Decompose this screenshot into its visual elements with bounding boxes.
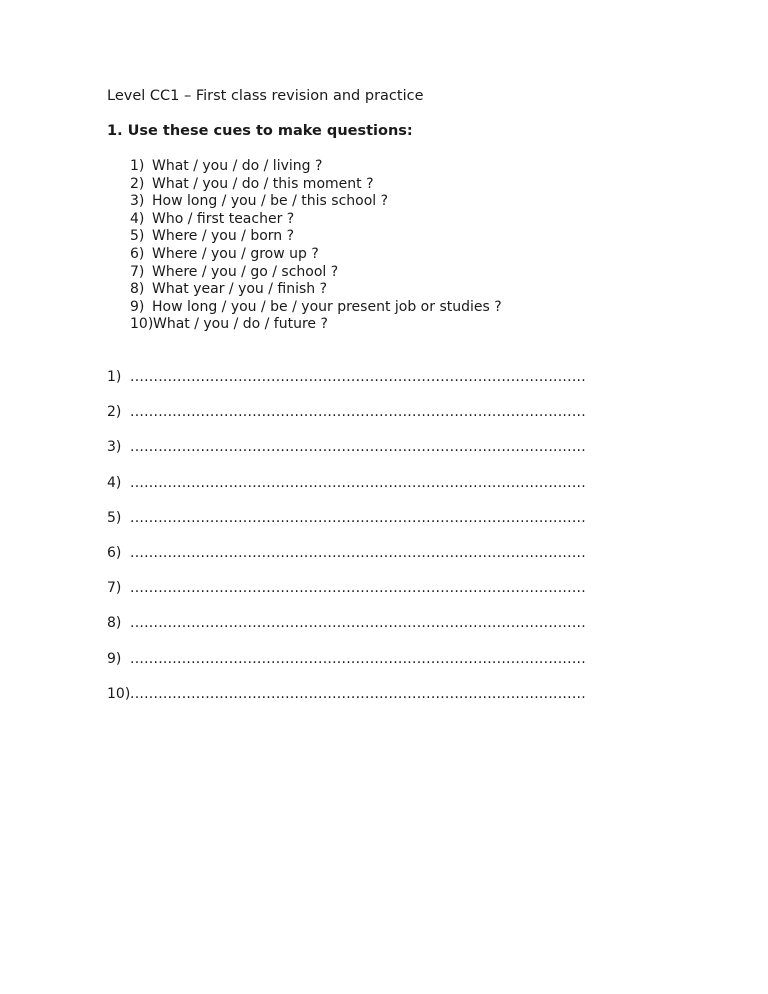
answer-blank-line: ................................................................................................. bbox=[130, 474, 586, 491]
answer-item bbox=[107, 510, 586, 545]
answer-item bbox=[107, 545, 586, 580]
answer-number: 3) bbox=[107, 439, 122, 456]
cue-item bbox=[130, 193, 502, 211]
answer-number: 7) bbox=[107, 580, 122, 597]
answer-blank-line: ................................................................................................. bbox=[130, 580, 586, 597]
answer-number: 8) bbox=[107, 615, 122, 632]
cue-item bbox=[130, 264, 502, 282]
cue-list bbox=[130, 158, 502, 334]
answer-number: 5) bbox=[107, 509, 122, 526]
answer-list bbox=[107, 369, 586, 721]
cue-number: 3) bbox=[130, 193, 145, 210]
cue-text: What year / you / finish ? bbox=[152, 281, 328, 298]
answer-item bbox=[107, 475, 586, 510]
exercise-heading: 1. Use these cues to make questions: bbox=[107, 123, 413, 139]
answer-number: 6) bbox=[107, 544, 122, 561]
answer-number: 1) bbox=[107, 369, 122, 385]
answer-blank-line: ................................................................................................. bbox=[130, 650, 586, 667]
answer-item bbox=[107, 651, 586, 686]
cue-item bbox=[130, 316, 502, 334]
cue-text: What / you / do / future ? bbox=[153, 316, 328, 333]
answer-item bbox=[107, 404, 586, 439]
cue-item bbox=[130, 246, 502, 264]
answer-blank-line: ................................................................................................. bbox=[130, 544, 586, 561]
answer-blank-line: ................................................................................................. bbox=[130, 439, 586, 456]
cue-text: What / you / do / living ? bbox=[152, 158, 323, 174]
answer-blank-line: ................................................................................................. bbox=[130, 369, 586, 385]
answer-item bbox=[107, 369, 586, 404]
answer-number: 2) bbox=[107, 404, 122, 421]
cue-text: How long / you / be / this school ? bbox=[152, 193, 389, 210]
answer-blank-line: ................................................................................................. bbox=[130, 615, 586, 632]
cue-number: 5) bbox=[130, 228, 145, 245]
cue-item bbox=[130, 299, 502, 317]
answer-item bbox=[107, 439, 586, 474]
cue-text: Where / you / go / school ? bbox=[152, 263, 339, 280]
cue-number: 1) bbox=[130, 158, 145, 174]
cue-number: 9) bbox=[130, 298, 145, 315]
answer-item bbox=[107, 615, 586, 650]
answer-number: 9) bbox=[107, 650, 122, 667]
cue-number: 2) bbox=[130, 175, 145, 192]
answer-number: 4) bbox=[107, 474, 122, 491]
cue-text: Who / first teacher ? bbox=[152, 210, 295, 227]
answer-item bbox=[107, 580, 586, 615]
cue-number: 6) bbox=[130, 245, 145, 262]
cue-item bbox=[130, 176, 502, 194]
cue-item bbox=[130, 158, 502, 176]
cue-text: Where / you / born ? bbox=[152, 228, 295, 245]
cue-text: How long / you / be / your present job or studies ? bbox=[152, 298, 502, 315]
cue-number: 8) bbox=[130, 281, 145, 298]
cue-text: Where / you / grow up ? bbox=[152, 245, 319, 262]
cue-item bbox=[130, 228, 502, 246]
cue-number: 4) bbox=[130, 210, 145, 227]
cue-item bbox=[130, 281, 502, 299]
answer-item bbox=[107, 686, 586, 721]
cue-text: What / you / do / this moment ? bbox=[152, 175, 374, 192]
cue-item bbox=[130, 211, 502, 229]
cue-number: 7) bbox=[130, 263, 145, 280]
answer-number: 10) bbox=[107, 685, 131, 702]
answer-blank-line: ................................................................................................. bbox=[130, 685, 586, 702]
cue-number: 10) bbox=[130, 316, 154, 333]
document-title: Level CC1 – First class revision and practice bbox=[107, 88, 424, 104]
answer-blank-line: ................................................................................................. bbox=[130, 509, 586, 526]
answer-blank-line: ................................................................................................. bbox=[130, 404, 586, 421]
